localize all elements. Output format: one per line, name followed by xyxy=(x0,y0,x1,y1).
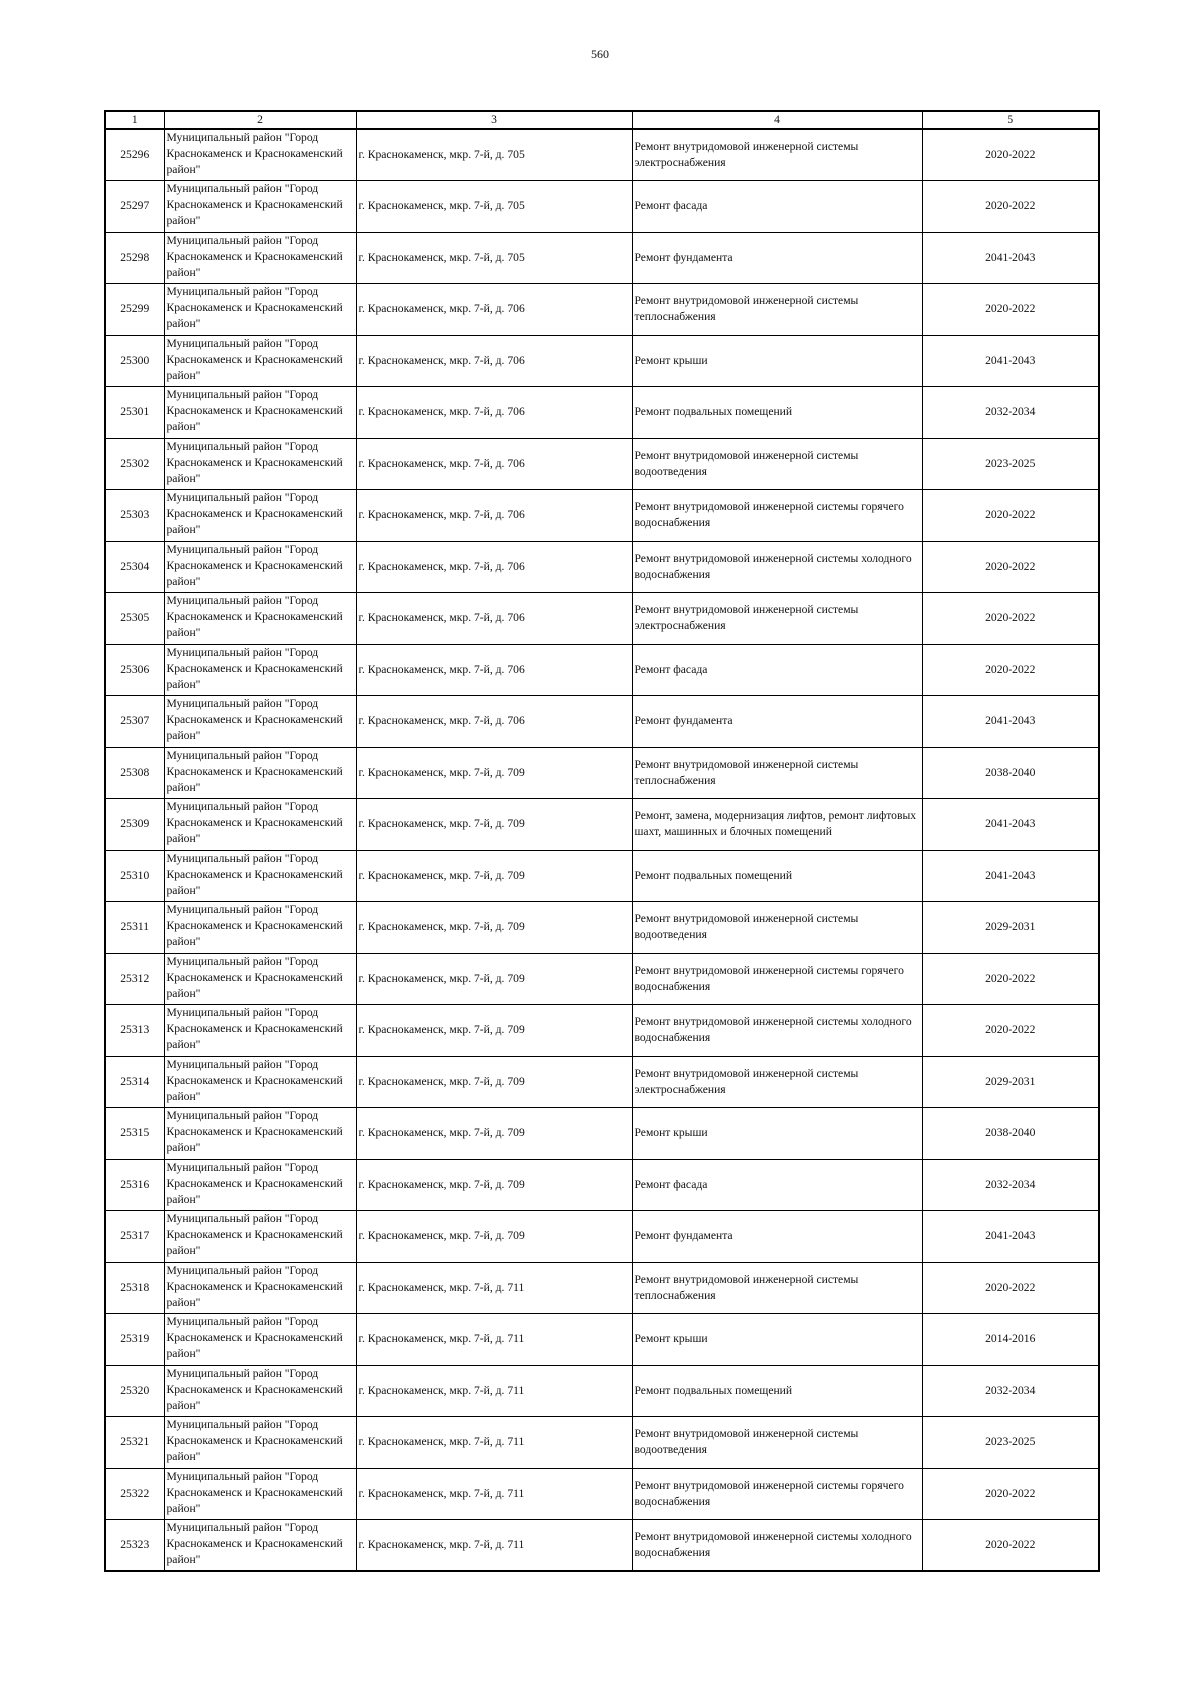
table-row xyxy=(105,1365,1099,1417)
municipality-cell: Муниципальный район "Город Краснокаменск и Краснокаменский район" xyxy=(164,1417,356,1469)
municipality-cell: Муниципальный район "Город Краснокаменск и Краснокаменский район" xyxy=(164,1262,356,1314)
period-cell: 2014-2016 xyxy=(922,1314,1099,1366)
work-type-cell: Ремонт фасада xyxy=(632,644,922,696)
address-cell: г. Краснокаменск, мкр. 7-й, д. 709 xyxy=(356,902,632,954)
table-row xyxy=(105,284,1099,336)
table-row xyxy=(105,747,1099,799)
row-number: 25318 xyxy=(105,1262,164,1314)
work-type-cell: Ремонт внутридомовой инженерной системы водоотведения xyxy=(632,438,922,490)
header-col-2: 2 xyxy=(164,111,356,129)
municipality-cell: Муниципальный район "Город Краснокаменск и Краснокаменский район" xyxy=(164,1159,356,1211)
table-row xyxy=(105,1262,1099,1314)
table-row xyxy=(105,541,1099,593)
table-row xyxy=(105,387,1099,439)
period-cell: 2020-2022 xyxy=(922,1468,1099,1520)
address-cell: г. Краснокаменск, мкр. 7-й, д. 706 xyxy=(356,593,632,645)
table-row xyxy=(105,1056,1099,1108)
period-cell: 2020-2022 xyxy=(922,490,1099,542)
municipality-cell: Муниципальный район "Город Краснокаменск и Краснокаменский район" xyxy=(164,284,356,336)
row-number: 25297 xyxy=(105,181,164,233)
row-number: 25321 xyxy=(105,1417,164,1469)
header-col-5: 5 xyxy=(922,111,1099,129)
work-type-cell: Ремонт внутридомовой инженерной системы электроснабжения xyxy=(632,1056,922,1108)
municipality-cell: Муниципальный район "Город Краснокаменск и Краснокаменский район" xyxy=(164,1314,356,1366)
row-number: 25307 xyxy=(105,696,164,748)
table-row xyxy=(105,1520,1099,1572)
address-cell: г. Краснокаменск, мкр. 7-й, д. 706 xyxy=(356,696,632,748)
row-number: 25298 xyxy=(105,232,164,284)
table-row xyxy=(105,1159,1099,1211)
work-type-cell: Ремонт фасада xyxy=(632,181,922,233)
table-row xyxy=(105,181,1099,233)
address-cell: г. Краснокаменск, мкр. 7-й, д. 709 xyxy=(356,1211,632,1263)
address-cell: г. Краснокаменск, мкр. 7-й, д. 709 xyxy=(356,850,632,902)
table-row xyxy=(105,1314,1099,1366)
table-row xyxy=(105,953,1099,1005)
period-cell: 2041-2043 xyxy=(922,850,1099,902)
row-number: 25301 xyxy=(105,387,164,439)
address-cell: г. Краснокаменск, мкр. 7-й, д. 711 xyxy=(356,1365,632,1417)
work-type-cell: Ремонт крыши xyxy=(632,335,922,387)
municipality-cell: Муниципальный район "Город Краснокаменск и Краснокаменский район" xyxy=(164,129,356,181)
address-cell: г. Краснокаменск, мкр. 7-й, д. 709 xyxy=(356,953,632,1005)
period-cell: 2020-2022 xyxy=(922,541,1099,593)
work-type-cell: Ремонт внутридомовой инженерной системы теплоснабжения xyxy=(632,284,922,336)
municipality-cell: Муниципальный район "Город Краснокаменск и Краснокаменский район" xyxy=(164,232,356,284)
municipality-cell: Муниципальный район "Город Краснокаменск и Краснокаменский район" xyxy=(164,1056,356,1108)
row-number: 25304 xyxy=(105,541,164,593)
address-cell: г. Краснокаменск, мкр. 7-й, д. 705 xyxy=(356,232,632,284)
row-number: 25309 xyxy=(105,799,164,851)
municipality-cell: Муниципальный район "Город Краснокаменск и Краснокаменский район" xyxy=(164,1520,356,1572)
address-cell: г. Краснокаменск, мкр. 7-й, д. 711 xyxy=(356,1468,632,1520)
work-type-cell: Ремонт внутридомовой инженерной системы горячего водоснабжения xyxy=(632,490,922,542)
address-cell: г. Краснокаменск, мкр. 7-й, д. 705 xyxy=(356,181,632,233)
work-type-cell: Ремонт подвальных помещений xyxy=(632,1365,922,1417)
period-cell: 2020-2022 xyxy=(922,181,1099,233)
table-body xyxy=(105,129,1099,1571)
municipality-cell: Муниципальный район "Город Краснокаменск и Краснокаменский район" xyxy=(164,387,356,439)
period-cell: 2032-2034 xyxy=(922,1159,1099,1211)
table-row xyxy=(105,644,1099,696)
municipality-cell: Муниципальный район "Город Краснокаменск и Краснокаменский район" xyxy=(164,490,356,542)
address-cell: г. Краснокаменск, мкр. 7-й, д. 706 xyxy=(356,490,632,542)
row-number: 25306 xyxy=(105,644,164,696)
municipality-cell: Муниципальный район "Город Краснокаменск и Краснокаменский район" xyxy=(164,850,356,902)
municipality-cell: Муниципальный район "Город Краснокаменск и Краснокаменский район" xyxy=(164,593,356,645)
period-cell: 2020-2022 xyxy=(922,1520,1099,1572)
table-row xyxy=(105,902,1099,954)
row-number: 25305 xyxy=(105,593,164,645)
work-type-cell: Ремонт фундамента xyxy=(632,232,922,284)
municipality-cell: Муниципальный район "Город Краснокаменск и Краснокаменский район" xyxy=(164,1468,356,1520)
table-row xyxy=(105,490,1099,542)
row-number: 25310 xyxy=(105,850,164,902)
row-number: 25302 xyxy=(105,438,164,490)
row-number: 25313 xyxy=(105,1005,164,1057)
work-type-cell: Ремонт внутридомовой инженерной системы холодного водоснабжения xyxy=(632,541,922,593)
table-row xyxy=(105,593,1099,645)
period-cell: 2023-2025 xyxy=(922,1417,1099,1469)
row-number: 25323 xyxy=(105,1520,164,1572)
table-row xyxy=(105,1211,1099,1263)
municipality-cell: Муниципальный район "Город Краснокаменск и Краснокаменский район" xyxy=(164,438,356,490)
work-type-cell: Ремонт внутридомовой инженерной системы холодного водоснабжения xyxy=(632,1005,922,1057)
period-cell: 2041-2043 xyxy=(922,799,1099,851)
period-cell: 2038-2040 xyxy=(922,747,1099,799)
table-row xyxy=(105,438,1099,490)
table-header xyxy=(105,111,1099,129)
address-cell: г. Краснокаменск, мкр. 7-й, д. 711 xyxy=(356,1314,632,1366)
period-cell: 2029-2031 xyxy=(922,902,1099,954)
table-row xyxy=(105,1005,1099,1057)
header-row xyxy=(105,111,1099,129)
work-type-cell: Ремонт подвальных помещений xyxy=(632,850,922,902)
municipality-cell: Муниципальный район "Город Краснокаменск и Краснокаменский район" xyxy=(164,953,356,1005)
period-cell: 2020-2022 xyxy=(922,129,1099,181)
table-row xyxy=(105,799,1099,851)
table-row xyxy=(105,129,1099,181)
row-number: 25299 xyxy=(105,284,164,336)
address-cell: г. Краснокаменск, мкр. 7-й, д. 706 xyxy=(356,438,632,490)
row-number: 25314 xyxy=(105,1056,164,1108)
period-cell: 2041-2043 xyxy=(922,1211,1099,1263)
row-number: 25315 xyxy=(105,1108,164,1160)
address-cell: г. Краснокаменск, мкр. 7-й, д. 711 xyxy=(356,1520,632,1572)
period-cell: 2023-2025 xyxy=(922,438,1099,490)
work-type-cell: Ремонт фундамента xyxy=(632,1211,922,1263)
period-cell: 2041-2043 xyxy=(922,335,1099,387)
period-cell: 2020-2022 xyxy=(922,1262,1099,1314)
registry-table xyxy=(104,110,1100,1572)
municipality-cell: Муниципальный район "Город Краснокаменск и Краснокаменский район" xyxy=(164,1108,356,1160)
municipality-cell: Муниципальный район "Город Краснокаменск и Краснокаменский район" xyxy=(164,1211,356,1263)
address-cell: г. Краснокаменск, мкр. 7-й, д. 706 xyxy=(356,541,632,593)
work-type-cell: Ремонт, замена, модернизация лифтов, ремонт лифтовых шахт, машинных и блочных помещений xyxy=(632,799,922,851)
row-number: 25312 xyxy=(105,953,164,1005)
header-col-4: 4 xyxy=(632,111,922,129)
work-type-cell: Ремонт внутридомовой инженерной системы теплоснабжения xyxy=(632,1262,922,1314)
table-row xyxy=(105,232,1099,284)
row-number: 25308 xyxy=(105,747,164,799)
period-cell: 2032-2034 xyxy=(922,1365,1099,1417)
period-cell: 2020-2022 xyxy=(922,953,1099,1005)
period-cell: 2038-2040 xyxy=(922,1108,1099,1160)
address-cell: г. Краснокаменск, мкр. 7-й, д. 711 xyxy=(356,1417,632,1469)
municipality-cell: Муниципальный район "Город Краснокаменск и Краснокаменский район" xyxy=(164,696,356,748)
address-cell: г. Краснокаменск, мкр. 7-й, д. 705 xyxy=(356,129,632,181)
row-number: 25317 xyxy=(105,1211,164,1263)
table-row xyxy=(105,1468,1099,1520)
work-type-cell: Ремонт фундамента xyxy=(632,696,922,748)
work-type-cell: Ремонт внутридомовой инженерной системы водоотведения xyxy=(632,1417,922,1469)
header-col-1: 1 xyxy=(105,111,164,129)
row-number: 25320 xyxy=(105,1365,164,1417)
row-number: 25316 xyxy=(105,1159,164,1211)
period-cell: 2032-2034 xyxy=(922,387,1099,439)
table-row xyxy=(105,696,1099,748)
row-number: 25296 xyxy=(105,129,164,181)
work-type-cell: Ремонт внутридомовой инженерной системы электроснабжения xyxy=(632,129,922,181)
municipality-cell: Муниципальный район "Город Краснокаменск и Краснокаменский район" xyxy=(164,644,356,696)
period-cell: 2020-2022 xyxy=(922,284,1099,336)
address-cell: г. Краснокаменск, мкр. 7-й, д. 709 xyxy=(356,799,632,851)
municipality-cell: Муниципальный район "Город Краснокаменск и Краснокаменский район" xyxy=(164,902,356,954)
row-number: 25300 xyxy=(105,335,164,387)
address-cell: г. Краснокаменск, мкр. 7-й, д. 711 xyxy=(356,1262,632,1314)
address-cell: г. Краснокаменск, мкр. 7-й, д. 706 xyxy=(356,387,632,439)
table-row xyxy=(105,1417,1099,1469)
work-type-cell: Ремонт внутридомовой инженерной системы горячего водоснабжения xyxy=(632,1468,922,1520)
address-cell: г. Краснокаменск, мкр. 7-й, д. 709 xyxy=(356,1005,632,1057)
address-cell: г. Краснокаменск, мкр. 7-й, д. 706 xyxy=(356,284,632,336)
municipality-cell: Муниципальный район "Город Краснокаменск и Краснокаменский район" xyxy=(164,1365,356,1417)
work-type-cell: Ремонт внутридомовой инженерной системы теплоснабжения xyxy=(632,747,922,799)
address-cell: г. Краснокаменск, мкр. 7-й, д. 709 xyxy=(356,1159,632,1211)
period-cell: 2041-2043 xyxy=(922,696,1099,748)
municipality-cell: Муниципальный район "Город Краснокаменск и Краснокаменский район" xyxy=(164,1005,356,1057)
period-cell: 2029-2031 xyxy=(922,1056,1099,1108)
table-row xyxy=(105,335,1099,387)
row-number: 25319 xyxy=(105,1314,164,1366)
municipality-cell: Муниципальный район "Город Краснокаменск и Краснокаменский район" xyxy=(164,541,356,593)
address-cell: г. Краснокаменск, мкр. 7-й, д. 709 xyxy=(356,1056,632,1108)
period-cell: 2020-2022 xyxy=(922,644,1099,696)
address-cell: г. Краснокаменск, мкр. 7-й, д. 706 xyxy=(356,644,632,696)
work-type-cell: Ремонт внутридомовой инженерной системы холодного водоснабжения xyxy=(632,1520,922,1572)
address-cell: г. Краснокаменск, мкр. 7-й, д. 709 xyxy=(356,1108,632,1160)
row-number: 25322 xyxy=(105,1468,164,1520)
table-row xyxy=(105,850,1099,902)
work-type-cell: Ремонт крыши xyxy=(632,1314,922,1366)
address-cell: г. Краснокаменск, мкр. 7-й, д. 709 xyxy=(356,747,632,799)
table-row xyxy=(105,1108,1099,1160)
municipality-cell: Муниципальный район "Город Краснокаменск и Краснокаменский район" xyxy=(164,335,356,387)
work-type-cell: Ремонт внутридомовой инженерной системы горячего водоснабжения xyxy=(632,953,922,1005)
address-cell: г. Краснокаменск, мкр. 7-й, д. 706 xyxy=(356,335,632,387)
header-col-3: 3 xyxy=(356,111,632,129)
period-cell: 2020-2022 xyxy=(922,593,1099,645)
work-type-cell: Ремонт подвальных помещений xyxy=(632,387,922,439)
municipality-cell: Муниципальный район "Город Краснокаменск и Краснокаменский район" xyxy=(164,799,356,851)
municipality-cell: Муниципальный район "Город Краснокаменск и Краснокаменский район" xyxy=(164,747,356,799)
row-number: 25311 xyxy=(105,902,164,954)
page-number: 560 xyxy=(591,47,609,61)
work-type-cell: Ремонт крыши xyxy=(632,1108,922,1160)
work-type-cell: Ремонт внутридомовой инженерной системы электроснабжения xyxy=(632,593,922,645)
municipality-cell: Муниципальный район "Город Краснокаменск и Краснокаменский район" xyxy=(164,181,356,233)
period-cell: 2020-2022 xyxy=(922,1005,1099,1057)
row-number: 25303 xyxy=(105,490,164,542)
work-type-cell: Ремонт внутридомовой инженерной системы водоотведения xyxy=(632,902,922,954)
work-type-cell: Ремонт фасада xyxy=(632,1159,922,1211)
period-cell: 2041-2043 xyxy=(922,232,1099,284)
